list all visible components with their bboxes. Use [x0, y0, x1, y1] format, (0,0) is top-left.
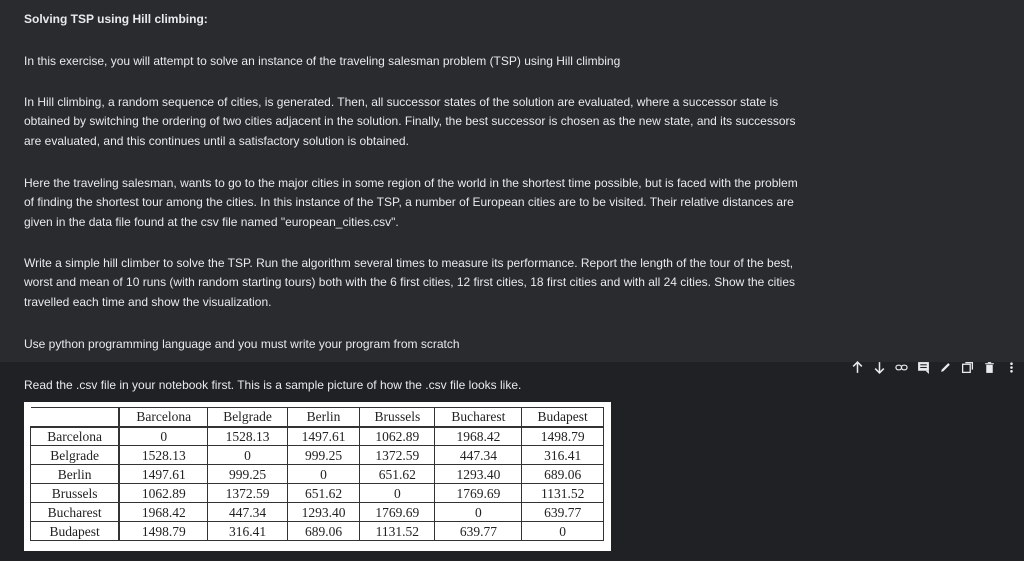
mirror-cell-icon[interactable]: [958, 358, 976, 376]
paragraph-language: Use python programming language and you must write your program from scratch: [24, 337, 460, 351]
table-cell: 1062.89: [360, 427, 435, 446]
edit-icon[interactable]: [936, 358, 954, 376]
table-cell: 1528.13: [208, 427, 287, 446]
table-cell: 1769.69: [435, 484, 522, 503]
table-cell: 651.62: [287, 484, 360, 503]
table-cell: 1498.79: [119, 522, 208, 541]
cell-toolbar: [848, 357, 1020, 377]
column-header: Berlin: [287, 408, 360, 427]
table-corner: [31, 408, 120, 427]
table-cell: 1497.61: [119, 465, 208, 484]
table-cell: 639.77: [522, 503, 604, 522]
row-header: Berlin: [31, 465, 120, 484]
row-header: Belgrade: [31, 446, 120, 465]
table-cell: 639.77: [435, 522, 522, 541]
table-cell: 1769.69: [360, 503, 435, 522]
paragraph-read-csv: Read the .csv file in your notebook first. This is a sample picture of how the .csv file looks like.: [24, 378, 522, 392]
table-cell: 0: [360, 484, 435, 503]
paragraph-hill-climbing: In Hill climbing, a random sequence of cities, is generated. Then, all successor states of the solution are evaluated, where a successor state is obtained by switching the ordering of two cities adjacent in the solution. Finally, the best successor is chosen as the new state, and its successors are evaluated, and this continues until a satisfactory solution is obtained.: [24, 95, 796, 148]
table-row: [31, 465, 604, 484]
table-row: [31, 522, 604, 541]
row-header: Budapest: [31, 522, 120, 541]
paragraph-intro: In this exercise, you will attempt to solve an instance of the traveling salesman problem (TSP) using Hill climbing: [24, 54, 621, 68]
table-cell: 1968.42: [435, 427, 522, 446]
column-header: Brussels: [360, 408, 435, 427]
table-row: [31, 503, 604, 522]
table-cell: 1372.59: [360, 446, 435, 465]
table-cell: 447.34: [435, 446, 522, 465]
table-cell: 0: [435, 503, 522, 522]
table-cell: 689.06: [287, 522, 360, 541]
table-row: [31, 427, 604, 446]
row-header: Barcelona: [31, 427, 120, 446]
table-cell: 316.41: [522, 446, 604, 465]
table-cell: 689.06: [522, 465, 604, 484]
table-cell: 0: [119, 427, 208, 446]
table-cell: 316.41: [208, 522, 287, 541]
column-header: Barcelona: [119, 408, 208, 427]
table-cell: 1528.13: [119, 446, 208, 465]
cell-title: Solving TSP using Hill climbing:: [24, 12, 208, 26]
column-header: Budapest: [522, 408, 604, 427]
row-header: Bucharest: [31, 503, 120, 522]
table-cell: 1498.79: [522, 427, 604, 446]
table-cell: 1968.42: [119, 503, 208, 522]
table-cell: 0: [287, 465, 360, 484]
table-cell: 0: [522, 522, 604, 541]
arrow-down-icon[interactable]: [870, 358, 888, 376]
comment-icon[interactable]: [914, 358, 932, 376]
csv-sample-image: [24, 402, 611, 551]
table-cell: 1293.40: [287, 503, 360, 522]
arrow-up-icon[interactable]: [848, 358, 866, 376]
column-header: Bucharest: [435, 408, 522, 427]
table-cell: 1062.89: [119, 484, 208, 503]
distance-table: [30, 407, 604, 541]
more-vert-icon[interactable]: [1002, 358, 1020, 376]
column-header: Belgrade: [208, 408, 287, 427]
table-cell: 999.25: [208, 465, 287, 484]
row-header: Brussels: [31, 484, 120, 503]
table-row: [31, 446, 604, 465]
table-cell: 1497.61: [287, 427, 360, 446]
table-cell: 1293.40: [435, 465, 522, 484]
paragraph-task: Write a simple hill climber to solve the TSP. Run the algorithm several times to measure its performance. Report the length of the tour of the best, worst and mean of 10 runs (with random starting tours) both with the 6 first cities, 12 first cities, 18 first cities and with all 24 cities. Show the cities travelled each time and show the visualization.: [24, 256, 795, 309]
table-cell: 0: [208, 446, 287, 465]
table-cell: 1131.52: [360, 522, 435, 541]
table-cell: 447.34: [208, 503, 287, 522]
table-cell: 1372.59: [208, 484, 287, 503]
paragraph-problem: Here the traveling salesman, wants to go to the major cities in some region of the world in the shortest time possible, but is faced with the problem of finding the shortest tour among the cities. In this instance of the TSP, a number of European cities are to be visited. Their relative distances are given in the data file found at the csv file named "european_cities.csv".: [24, 176, 798, 229]
table-cell: 1131.52: [522, 484, 604, 503]
delete-icon[interactable]: [980, 358, 998, 376]
table-cell: 651.62: [360, 465, 435, 484]
table-cell: 999.25: [287, 446, 360, 465]
link-icon[interactable]: [892, 358, 910, 376]
table-row: [31, 484, 604, 503]
